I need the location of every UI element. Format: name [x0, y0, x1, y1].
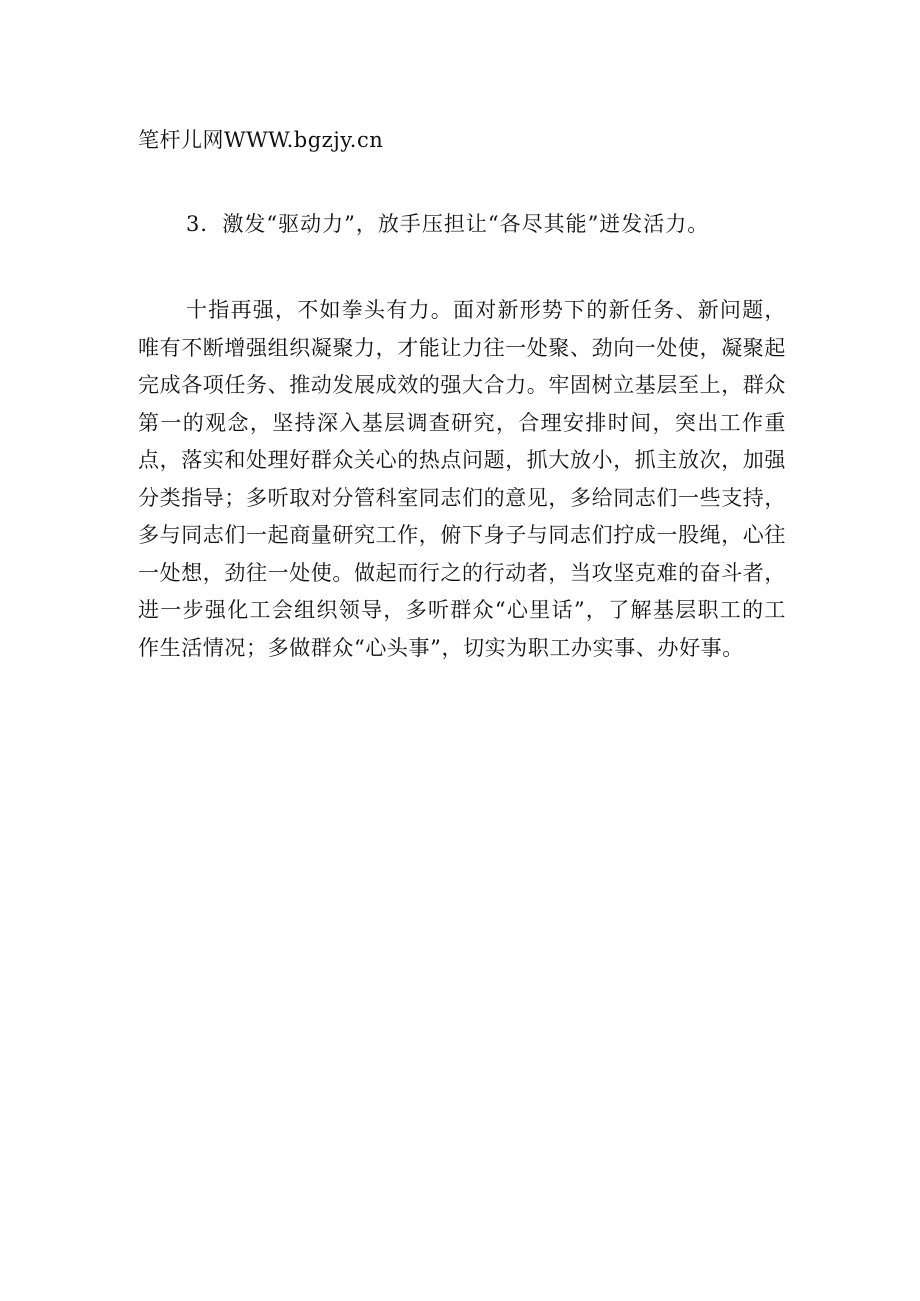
- body-paragraph: 十指再强，不如拳头有力。面对新形势下的新任务、新问题，唯有不断增强组织凝聚力，才能让力往一处聚、劲向一处使，凝聚起完成各项任务、推动发展成效的强大合力。牢固树立基层至上，群众第一的观念，坚持深入基层调查研究，合理安排时间，突出工作重点，落实和处理好群众关心的热点问题，抓大放小，抓主放次，加强分类指导；多听取对分管科室同志们的意见，多给同志们一些支持，多与同志们一起商量研究工作，俯下身子与同志们拧成一股绳，心往一处想，劲往一处使。做起而行之的行动者，当攻坚克难的奋斗者，进一步强化工会组织领导，多听群众“心里话”，了解基层职工的工作生活情况；多做群众“心头事”，切实为职工办实事、办好事。: [138, 298, 786, 660]
- source-watermark-line: 笔杆儿网WWW.bgzjy.cn: [138, 128, 384, 152]
- section-heading: 3．激发“驱动力”，放手压担让“各尽其能”迸发活力。: [186, 212, 710, 236]
